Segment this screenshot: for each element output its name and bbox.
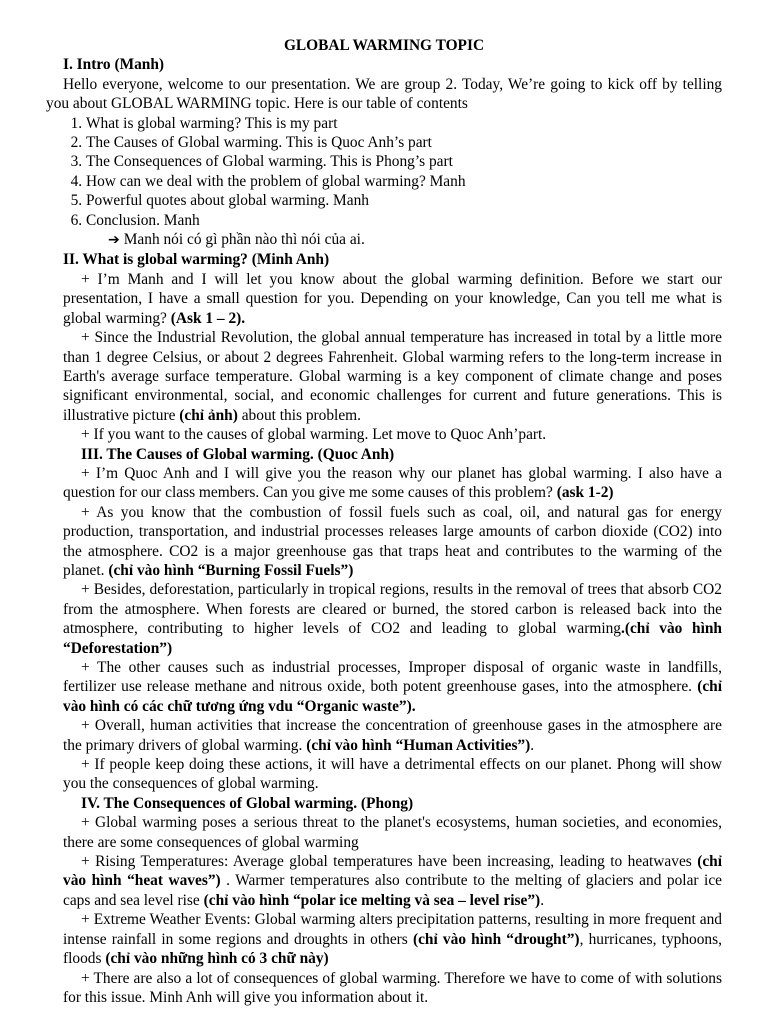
paragraph-text: . <box>530 736 535 754</box>
paragraph-text: + Besides, deforestation, particularly in tropical regions, results in the removal of trees that absorb CO2 from the atmosphere. When forests are cleared or burned, the stored carbon is released back into the atmosphere, contributing to higher levels of CO2 and leading to global warming <box>63 581 722 638</box>
speaker-cue: (chỉ vào hình có các chữ tương ứng vdu “Organic waste”). <box>63 678 722 715</box>
intro-text: Hello everyone, welcome to our presentation. We are group 2. Today, We’re going to kick off by telling you about GLOBAL WARMING topic. Here is our table of contents <box>46 75 722 113</box>
paragraph <box>46 852 722 910</box>
paragraph: + There are also a lot of consequences of global warming. Therefore we have to come of with solutions for this issue. Minh Anh will give you information about it. <box>63 969 722 1006</box>
paragraph-text: , hurricanes, typhoons, floods <box>63 930 722 968</box>
paragraph-text: + Rising Temperatures: Average global temperatures have been increasing, leading to heatwaves <box>81 853 692 871</box>
speaker-cue: .(chỉ vào hình “Deforestation”) <box>63 620 722 657</box>
speaker-cue: (chỉ vào hình “polar ice melting và sea – level rise”) <box>203 891 541 909</box>
paragraph <box>46 328 722 425</box>
arrow-note-text: Manh nói có gì phần nào thì nói của ai. <box>123 231 365 249</box>
paragraph: + Global warming poses a serious threat to the planet's ecosystems, human societies, and economies, there are some consequences of global warming <box>63 814 722 851</box>
toc-item: 6. Conclusion. Manh <box>86 211 722 230</box>
arrow-note <box>46 230 722 250</box>
paragraph-text: + I’m Quoc Anh and I will give you the reason why our planet has global warming. I also have a question for our class members. Can you give me some causes of this problem? <box>63 464 722 502</box>
paragraph <box>46 716 722 755</box>
section-heading-consequences: IV. The Consequences of Global warming. (Phong) <box>81 794 414 812</box>
paragraph-text: + Overall, human activities that increase the concentration of greenhouse gases in the atmosphere are the primary drivers of global warming. <box>63 717 722 754</box>
paragraph-text: + I’m Manh and I will let you know about the global warming definition. Before we start our presentation, I have a small question for you. Depending on your knowledge, Can you tell me what is global warming? <box>63 270 722 327</box>
paragraph-text: + Extreme Weather Events: Global warming alters precipitation patterns, resulting in more frequent and intense rainfall in some regions and droughts in others <box>63 911 722 948</box>
paragraph: + If you want to the causes of global warming. Let move to Quoc Anh’part. <box>81 426 547 444</box>
speaker-cue: (ask 1-2) <box>556 484 614 502</box>
section-heading-what-is: II. What is global warming? (Minh Anh) <box>63 251 330 269</box>
toc-item: 1. What is global warming? This is my part <box>86 114 722 133</box>
paragraph-text: + Since the Industrial Revolution, the global annual temperature has increased in total by a little more than 1 degree Celsius, or about 2 degrees Fahrenheit. Global warming refers to the long-term increase in Earth's average surface temperature. Global warming is a key component of climate change and poses significant environmental, social, and economic challenges for current and future generations. This is illustrative picture <box>63 329 722 424</box>
paragraph <box>46 270 722 328</box>
speaker-cue: (chỉ vào những hình có 3 chữ này) <box>105 950 329 968</box>
paragraph-text: + As you know that the combustion of fossil fuels such as coal, oil, and natural gas for energy production, transportation, and industrial processes releases large amounts of carbon dioxide (CO2) into the atmosphere. CO2 is a major greenhouse gas that traps heat and contributes to the warming of the planet. <box>63 503 722 579</box>
paragraph-text: + The other causes such as industrial processes, Improper disposal of organic waste in landfills, fertilizer use release methane and nitrous oxide, both potent greenhouse gases, into the atmosphere. <box>63 659 722 696</box>
paragraph <box>46 503 722 581</box>
speaker-cue: (chỉ vào hình “Burning Fossil Fuels”) <box>108 561 354 579</box>
paragraph: + If people keep doing these actions, it will have a detrimental effects on our planet. Phong will show you the consequences of global warming. <box>63 756 722 793</box>
intro-paragraph <box>46 75 722 114</box>
arrow-right-icon: ➔ <box>108 232 120 249</box>
speaker-cue: (chỉ vào hình “heat waves”) <box>63 853 722 890</box>
paragraph <box>46 580 722 658</box>
toc-item: 2. The Causes of Global warming. This is Quoc Anh’s part <box>86 133 722 152</box>
speaker-cue: (chỉ ảnh) <box>179 406 238 424</box>
speaker-cue: (chỉ vào hình “drought”) <box>412 930 580 948</box>
speaker-cue: (Ask 1 – 2). <box>170 309 246 327</box>
paragraph-text: about this problem. <box>241 406 361 424</box>
paragraph-text: . Warmer temperatures also contribute to the melting of glaciers and polar ice caps and sea level rise <box>63 872 722 909</box>
toc-item: 3. The Consequences of Global warming. This is Phong’s part <box>86 152 722 171</box>
paragraph <box>46 464 722 503</box>
toc-item: 5. Powerful quotes about global warming. Manh <box>86 191 722 210</box>
paragraph <box>46 910 722 968</box>
toc-item: 4. How can we deal with the problem of global warming? Manh <box>86 172 722 191</box>
section-heading-causes: III. The Causes of Global warming. (Quoc Anh) <box>81 445 395 463</box>
document-title: GLOBAL WARMING TOPIC <box>283 37 485 54</box>
speaker-cue: (chỉ vào hình “Human Activities”) <box>306 736 531 754</box>
table-of-contents <box>46 114 722 230</box>
paragraph-text: . <box>540 891 545 909</box>
paragraph <box>46 658 722 716</box>
section-heading-intro: I. Intro (Manh) <box>63 56 165 74</box>
